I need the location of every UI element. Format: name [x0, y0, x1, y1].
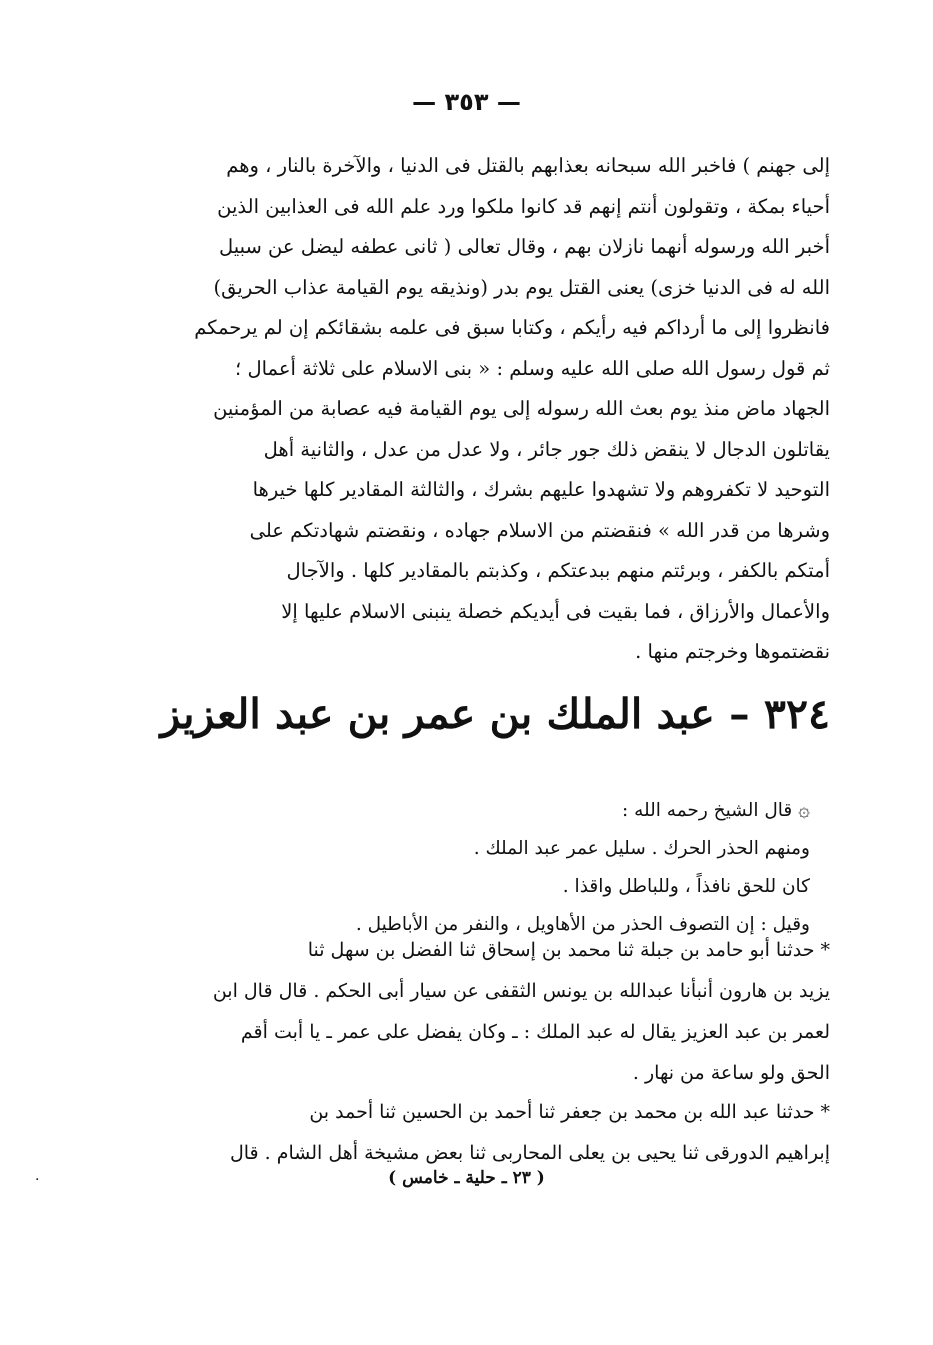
text-line: يزيد بن هارون أنبأنا عبدالله بن يونس الثقفى عن سيار أبى الحكم . قال قال ابن [212, 980, 830, 1002]
page-number: — ٣٥٣ — [412, 88, 521, 116]
text-line: الحق ولو ساعة من نهار . [632, 1062, 830, 1084]
ornament-icon: ۞ [798, 797, 810, 821]
text-line: أخبر الله ورسوله أنهما نازلان بهم ، وقال تعالى ( ثانى عطفه ليضل عن سبيل [218, 235, 830, 258]
quote-line: كان للحق نافذاً ، وللباطل واقذا . [562, 876, 810, 897]
text-line: يقاتلون الدجال لا ينقض ذلك جور جائر ، ولا عدل من عدل ، والثانية أهل [263, 437, 830, 461]
text-line: لعمر بن عبد العزيز يقال له عبد الملك : ـ وكان يفضل على عمر ـ يا أبت أقم [240, 1021, 830, 1043]
narration-first [150, 930, 830, 1094]
quote-line [150, 790, 810, 830]
margin-dot-icon: · [35, 1172, 40, 1188]
text-line: إبراهيم الدورقى ثنا يحيى بن يعلى المحاربى ثنا بعض مشيخة أهل الشام . قال [229, 1142, 830, 1164]
text-line: الجهاد ماض منذ يوم بعث الله رسوله إلى يوم القيامة فيه عصابة من المؤمنين [213, 397, 830, 420]
text-line: أحياء بمكة ، وتقولون أنتم إنهم قد كانوا ملكوا ورد علم الله فى العذابين الذين [217, 194, 830, 218]
sheikh-quote [150, 790, 810, 944]
text-line: نقضتموها وخرجتم منها . [635, 640, 830, 663]
text-line: * حدثنا أبو حامد بن جبلة ثنا محمد بن إسحاق ثنا الفضل بن سهل ثنا [307, 939, 830, 961]
quote-line: وقيل : إن التصوف الحذر من الأهاويل ، والنفر من الأباطيل . [355, 914, 810, 935]
text-line: فانظروا إلى ما أرداكم فيه رأيكم ، وكتابا سبق فى علمه بشقائكم إن لم يرحمكم [194, 316, 830, 339]
text-line: إلى جهنم ) فاخبر الله سبحانه بعذابهم بالقتل فى الدنيا ، والآخرة بالنار ، وهم [226, 154, 830, 177]
quote-intro: قال الشيخ رحمه الله : [621, 800, 793, 821]
text-line: وشرها من قدر الله » فنقضتم من الاسلام جهاده ، ونقضتم شهادتكم على [249, 518, 830, 542]
text-line: * حدثنا عبد الله بن محمد بن جعفر ثنا أحمد بن الحسين ثنا أحمد بن [309, 1101, 830, 1123]
quote-line: ومنهم الحذر الحرك . سليل عمر عبد الملك . [473, 838, 810, 859]
text-line: ثم قول رسول الله صلى الله عليه وسلم : « بنى الاسلام على ثلاثة أعمال ؛ [235, 356, 830, 380]
text-line: الله له فى الدنيا خزى) يعنى القتل يوم بدر (ونذيقه يوم القيامة عذاب الحريق) [213, 275, 830, 299]
paragraph-main [150, 146, 830, 673]
text-line: أمتكم بالكفر ، وبرئتم منهم ببدعتكم ، وكذبتم بالمقادير كلها . والآجال [286, 559, 830, 582]
section-heading: ٣٢٤ – عبد الملك بن عمر بن عبد العزيز [160, 690, 830, 738]
signature-footer: ( ٢٣ ـ حلية ـ خامس ) [388, 1168, 545, 1188]
narration-second [150, 1092, 830, 1174]
text-line: والأعمال والأرزاق ، فما بقيت فى أيديكم خصلة ينبنى الاسلام عليها إلا [281, 599, 830, 623]
text-line: التوحيد لا تكفروهم ولا تشهدوا عليهم بشرك ، والثالثة المقادير كلها خيرها [252, 478, 830, 501]
